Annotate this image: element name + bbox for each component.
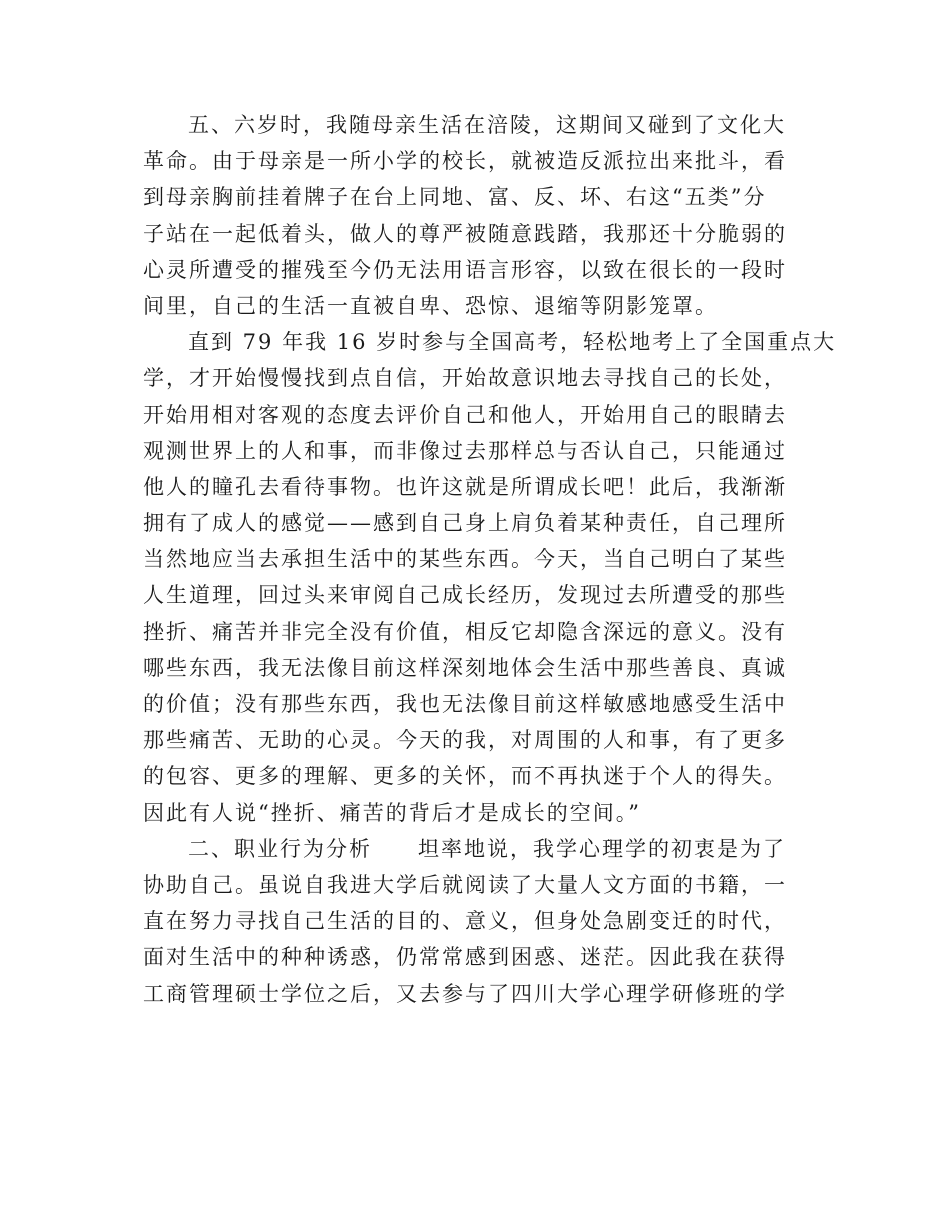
text-line: 五、六岁时，我随母亲生活在涪陵，这期间又碰到了文化大: [188, 113, 786, 137]
text-line: 那些痛苦、无助的心灵。今天的我，对周围的人和事，有了更多: [143, 728, 787, 753]
text-line: 的包容、更多的理解、更多的关怀，而不再执迷于个人的得失。: [143, 764, 787, 789]
text-line: 拥有了成人的感觉——感到自己身上肩负着某种责任，自己理所: [143, 511, 787, 536]
text-line: 当然地应当去承担生活中的某些东西。今天，当自己明白了某些: [143, 547, 787, 572]
text-line: 工商管理硕士学位之后，又去参与了四川大学心理学研修班的学: [143, 981, 787, 1006]
text-line: 直到 79 年我 16 岁时参与全国高考，轻松地考上了全国重点大: [188, 330, 837, 355]
text-line: 哪些东西，我无法像目前这样深刻地体会生活中那些善良、真诚: [143, 655, 787, 680]
text-line: 直在努力寻找自己生活的目的、意义，但身处急剧变迁的时代，: [143, 909, 787, 934]
text-line: 二、职业行为分析 坦率地说，我学心理学的初衷是为了: [188, 836, 786, 861]
text-line: 他人的瞳孔去看待事物。也许这就是所谓成长吧！此后，我渐渐: [143, 474, 787, 499]
text-line: 开始用相对客观的态度去评价自己和他人，开始用自己的眼睛去: [143, 402, 787, 427]
text-line: 到母亲胸前挂着牌子在台上同地、富、反、坏、右这“五类”分: [143, 185, 767, 210]
text-line: 心灵所遭受的摧残至今仍无法用语言形容，以致在很长的一段时: [143, 257, 787, 282]
text-line: 协助自己。虽说自我进大学后就阅读了大量人文方面的书籍，一: [143, 872, 787, 897]
text-line: 观测世界上的人和事，而非像过去那样总与否认自己，只能通过: [143, 438, 787, 463]
text-line: 革命。由于母亲是一所小学的校长，就被造反派拉出来批斗，看: [143, 149, 787, 174]
body-text: [143, 107, 837, 1012]
text-line: 的价值；没有那些东西，我也无法像目前这样敏感地感受生活中: [143, 692, 787, 716]
text-line: 学，才开始慢慢找到点自信，开始故意识地去寻找自己的长处，: [143, 366, 787, 391]
text-line: 人生道理，回过头来审阅自己成长经历，发现过去所遭受的那些: [143, 583, 787, 608]
text-line: 挫折、痛苦并非完全没有价值，相反它却隐含深远的意义。没有: [143, 619, 787, 644]
text-line: 间里，自己的生活一直被自卑、恐惊、退缩等阴影笼罩。: [143, 293, 718, 318]
text-line: 子站在一起低着头，做人的尊严被随意践踏，我那还十分脆弱的: [143, 221, 787, 246]
text-line: 面对生活中的种种诱惑，仍常常感到困惑、迷茫。因此我在获得: [143, 945, 787, 970]
text-line: 因此有人说“挫折、痛苦的背后才是成长的空间。”: [143, 800, 641, 825]
